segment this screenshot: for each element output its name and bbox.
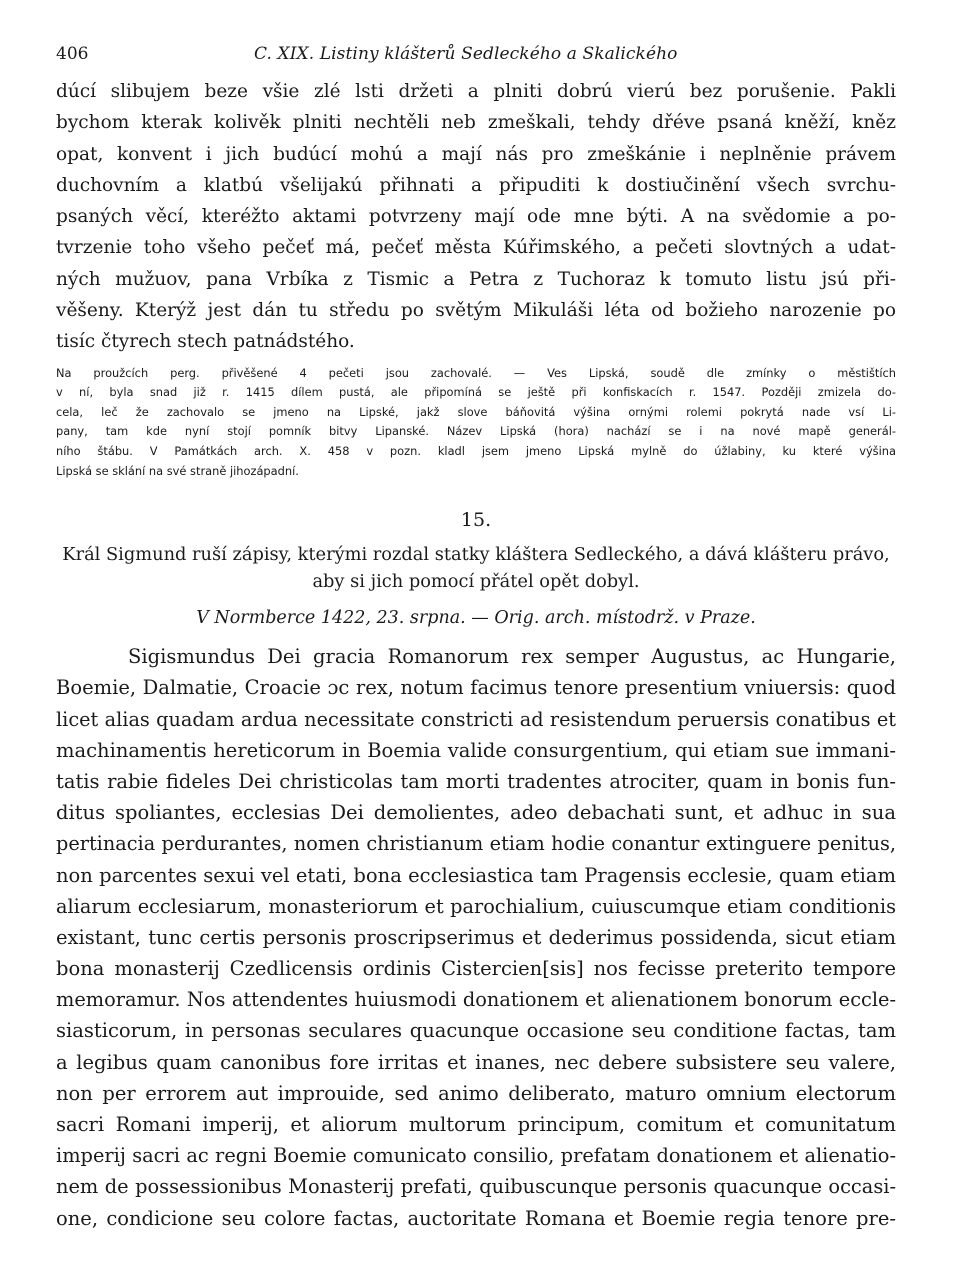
note-line: ního štábu. V Památkách arch. X. 458 v pozn. kladl jsem jmeno Lipská mylně do úžlabiny, ku které výšina bbox=[56, 444, 896, 459]
charter-line: siasticorum, in personas seculares quacunque occasione seu conditione factas, tam bbox=[56, 1019, 896, 1043]
text-line: psaných věcí, kteréžto aktami potvrzeny mají ode mne býti. A na svědomie a po- bbox=[56, 206, 896, 228]
regest-line: aby si jich pomocí přátel opět dobyl. bbox=[312, 571, 640, 593]
note-line: Lipská se sklání na své straně jihozápadní. bbox=[56, 463, 299, 478]
charter-line: a legibus quam canonibus fore irritas et inanes, nec debere subsistere seu valere, bbox=[56, 1050, 896, 1074]
text-line: opat, konvent i jich budúcí mohú a mají nás pro zmeškánie i neplněnie právem bbox=[56, 143, 896, 165]
charter-line: pertinacia perdurantes, nomen christianum etiam hodie conantur extinguere penitus, bbox=[56, 832, 896, 856]
charter-line: existant, tunc certis personis proscripserimus et dederimus possidenda, sicut etiam bbox=[56, 925, 896, 949]
document-regest bbox=[56, 541, 896, 595]
charter-line: tatis rabie fideles Dei christicolas tam morti tradentes atrociter, quam in bonis fun- bbox=[56, 769, 896, 793]
text-line: věšeny. Kterýž jest dán tu středu po světým Mikuláši léta od božieho narozenie po bbox=[56, 300, 896, 322]
book-page bbox=[56, 40, 896, 1234]
charter-line: imperij sacri ac regni Boemie comunicato consilio, prefatam donationem et alienatio- bbox=[56, 1144, 896, 1168]
note-line: Na proužcích perg. přivěšené 4 pečeti jsou zachovalé. — Ves Lipská, soudě dle zmínky o městištích bbox=[56, 365, 896, 380]
text-line: bychom kterak kolivěk plniti nechtěli neb zmeškali, tehdy dřéve psaná kněží, kněz bbox=[56, 112, 896, 134]
charter-line: machinamentis hereticorum in Boemia valide consurgentium, qui etiam sue immani- bbox=[56, 738, 896, 762]
regest-line: Král Sigmund ruší zápisy, kterými rozdal statky kláštera Sedleckého, a dává klášteru právo, bbox=[62, 544, 890, 566]
charter-line: non parcentes sexui vel etati, bona ecclesiastica tam Pragensis ecclesie, quam etiam bbox=[56, 863, 896, 887]
charter-line: ditus spoliantes, ecclesias Dei demolientes, adeo debachati sunt, et adhuc in sua bbox=[56, 801, 896, 825]
text-line: tvrzenie toho všeho pečeť má, pečeť města Kúřimského, a pečeti slovtných a udat- bbox=[56, 237, 896, 259]
charter-text bbox=[56, 641, 896, 1234]
charter-line: Boemie, Dalmatie, Croacie ɔc rex, notum facimus tenore presentium vniuersis: quod bbox=[56, 676, 896, 700]
editorial-note bbox=[56, 364, 896, 482]
running-head bbox=[56, 40, 896, 76]
continuation-paragraph bbox=[56, 76, 896, 358]
note-line: v ní, byla snad již r. 1415 dílem pustá, ale připomíná se ještě při konfiskacích r. 1547. Později zmizela do- bbox=[56, 385, 896, 400]
running-title: C. XIX. Listiny klášterů Sedleckého a Skalického bbox=[254, 44, 678, 64]
text-line: tisíc čtyrech stech patnádstého. bbox=[56, 331, 355, 353]
text-line: duchovním a klatbú všelijakú přihnati a připuditi k dostiučinění všech svrchu- bbox=[56, 174, 896, 196]
document-source: V Normberce 1422, 23. srpna. — Orig. arch. místodrž. v Praze. bbox=[196, 608, 756, 629]
charter-line: Sigismundus Dei gracia Romanorum rex semper Augustus, ac Hungarie, bbox=[128, 645, 896, 669]
charter-line: one, condicione seu colore factas, auctoritate Romana et Boemie regia tenore pre- bbox=[56, 1206, 896, 1230]
charter-line: licet alias quadam ardua necessitate constricti ad resistendum peruersis conatibus et bbox=[56, 707, 896, 731]
charter-line: bona monasterij Czedlicensis ordinis Cistercien[sis] nos fecisse preterito tempore bbox=[56, 957, 896, 981]
page-number: 406 bbox=[56, 44, 89, 64]
charter-line: nem de possessionibus Monasterij prefati, quibuscunque personis quacunque occasi- bbox=[56, 1175, 896, 1199]
charter-line: sacri Romani imperij, et aliorum multorum principum, comitum et comunitatum bbox=[56, 1113, 896, 1137]
charter-line: memoramur. Nos attendentes huiusmodi donationem et alienationem bonorum eccle- bbox=[56, 988, 896, 1012]
text-line: ných mužuov, pana Vrbíka z Tismic a Petra z Tuchoraz k tomuto listu jsú při- bbox=[56, 268, 896, 290]
note-line: pany, tam kde nyní stojí pomník bitvy Lipanské. Název Lipská (hora) nachází se i na nové mapě generál- bbox=[56, 424, 896, 439]
document-number: 15. bbox=[460, 509, 492, 532]
charter-line: aliarum ecclesiarum, monasteriorum et parochialium, cuiuscumque etiam conditionis bbox=[56, 894, 896, 918]
note-line: cela, leč že zachovalo se jmeno na Lipské, jakž slove báňovitá výšina ornými rolemi pokrytá nade vsí Li- bbox=[56, 404, 896, 419]
text-line: dúcí slibujem beze všie zlé lsti držeti a plniti dobrú vierú bez porušenie. Pakli bbox=[56, 81, 896, 102]
charter-line: non per errorem aut improuide, sed animo deliberato, maturo omnium electorum bbox=[56, 1081, 896, 1105]
